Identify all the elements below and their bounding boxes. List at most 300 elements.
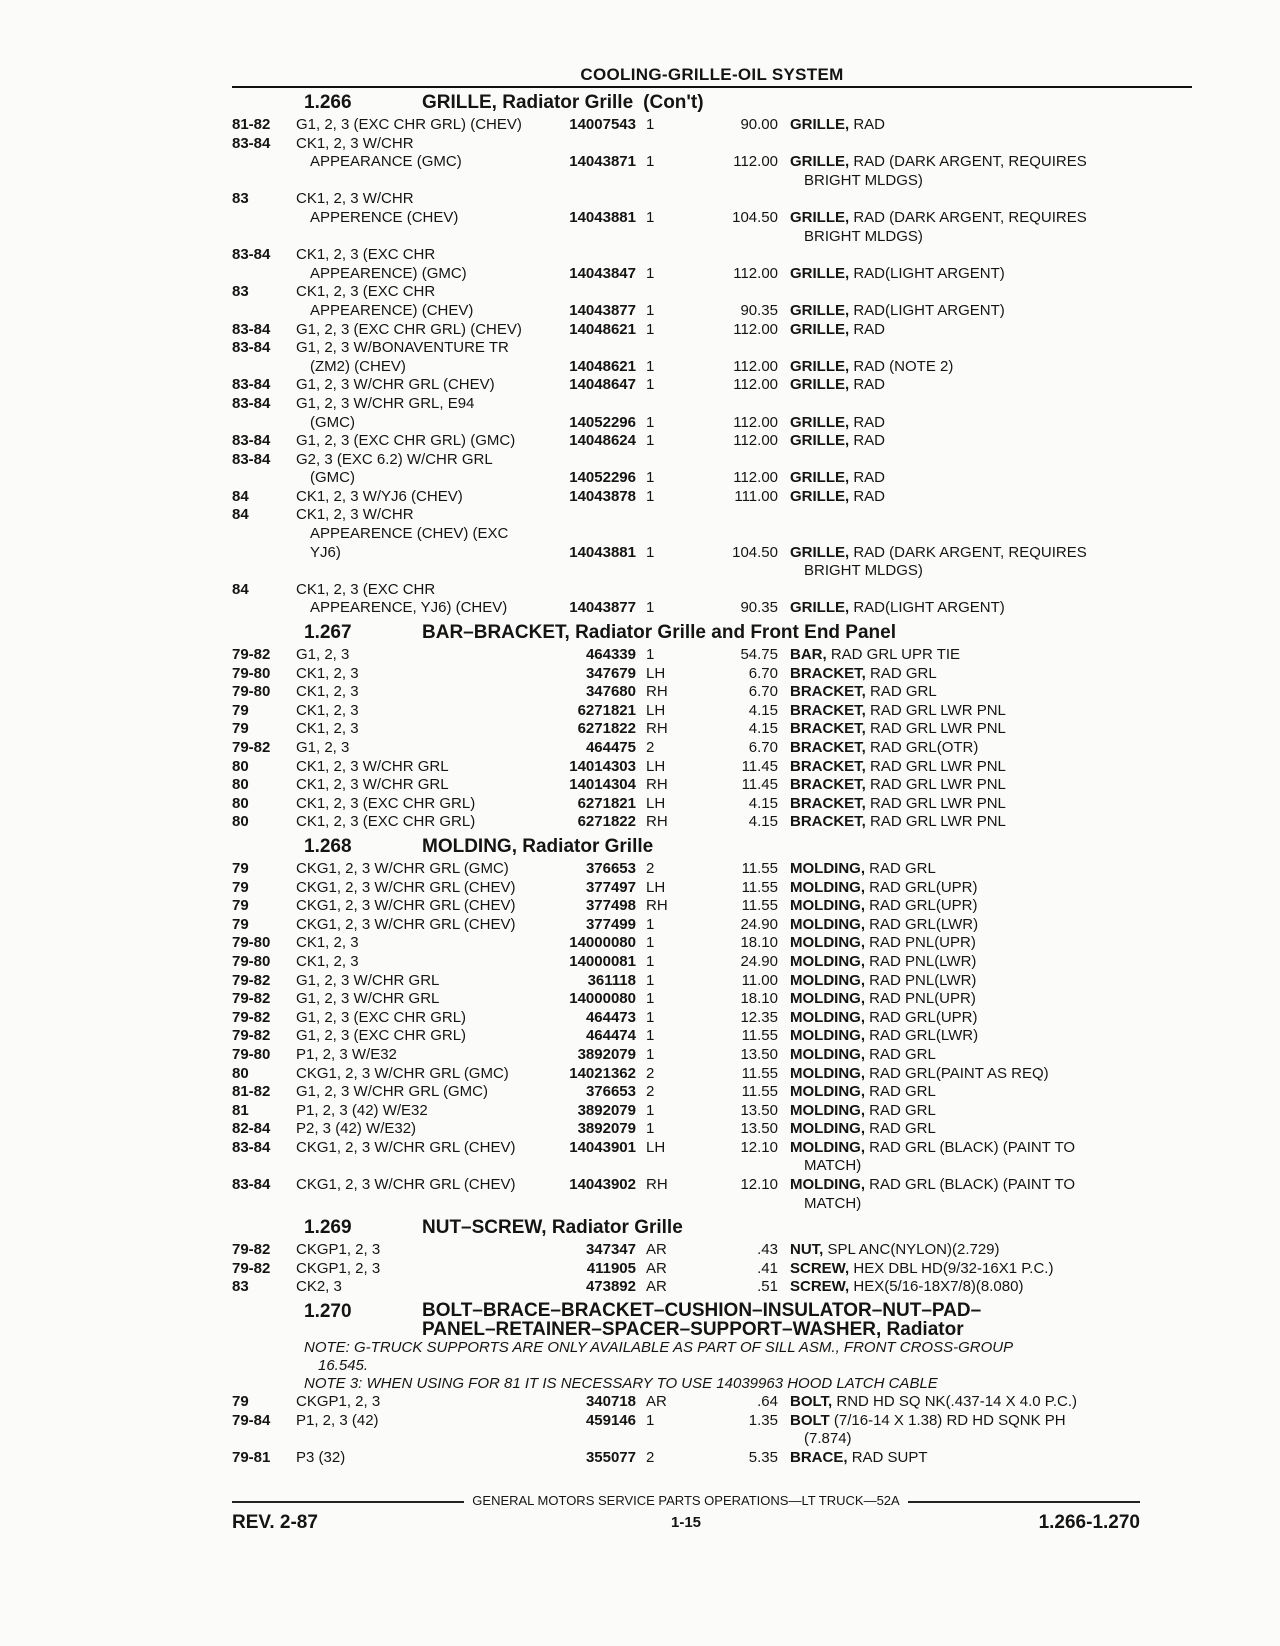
part-detail: MATCH) [804,1157,862,1175]
part-detail: RAD PNL(LWR) [869,971,977,989]
price: 90.35 [740,301,778,319]
parts-row [232,135,1192,154]
part-number: 14014304 [569,776,636,794]
page-header [232,62,1192,88]
model-year: 79-80 [232,952,271,970]
application-text: APPEARENCE (CHEV) (EXC [310,525,509,543]
quantity: 1 [646,543,655,561]
model-year: 79 [232,897,249,915]
price: 13.50 [740,1101,778,1119]
price: .41 [757,1259,778,1277]
note-line-continued: 16.545. [318,1357,369,1375]
part-number: 464339 [585,646,636,664]
section-title [422,92,704,114]
description [790,321,1190,340]
description [790,776,1190,795]
description [790,1083,1190,1102]
quantity: 1 [646,357,655,375]
description [790,646,1190,665]
part-name: MOLDING, [790,971,865,989]
part-detail: RAD GRL [870,664,937,682]
model-year: 79-82 [232,971,271,989]
quantity: 1 [646,646,655,664]
part-name: GRILLE, [790,432,850,450]
page-title: COOLING-GRILLE-OIL SYSTEM [580,65,844,84]
price: 11.55 [741,859,778,877]
application-text: CKGP1, 2, 3 [296,1241,381,1259]
application-text: CK1, 2, 3 [296,683,359,701]
parts-row [232,506,1192,525]
description [790,897,1190,916]
section-title-text: BOLT–BRACE–BRACKET–CUSHION–INSULATOR–NUT–PAD– [422,1300,982,1322]
part-number: 464474 [585,1027,636,1045]
part-detail: RAD GRL LWR PNL [870,794,1006,812]
model-year: 79-82 [232,1259,271,1277]
section-note [232,1375,1192,1393]
part-number: 377498 [585,897,636,915]
application-text: APPERENCE (CHEV) [310,208,459,226]
part-detail: RAD [853,413,886,431]
parts-row [232,813,1192,832]
catalog-section [232,1297,1192,1467]
description [790,1430,1204,1449]
section-title-text: GRILLE, Radiator Grille [422,92,634,113]
sections-container [232,88,1192,1467]
model-year: 83-84 [232,394,271,412]
part-number: 14000080 [569,990,636,1008]
part-name: MOLDING, [790,952,865,970]
application [296,190,596,209]
description [790,1046,1190,1065]
description [790,432,1190,451]
part-detail: RAD(LIGHT ARGENT) [853,599,1005,617]
part-number: 14048647 [569,376,636,394]
price: 5.35 [748,1448,778,1466]
application-text: CK1, 2, 3 (EXC CHR [296,580,436,598]
part-number: 14043871 [569,153,636,171]
application [296,525,610,544]
application-text: G1, 2, 3 W/CHR GRL (GMC) [296,1083,488,1101]
price: 13.50 [740,1120,778,1138]
part-detail: RAD [853,320,886,338]
quantity: 2 [646,1448,655,1466]
quantity: RH [646,813,668,831]
part-name: BAR, [790,646,827,664]
part-number: 14043901 [569,1138,636,1156]
application-text: CK1, 2, 3 W/YJ6 (CHEV) [296,487,463,505]
description [790,720,1190,739]
quantity: 1 [646,599,655,617]
parts-row [232,321,1192,340]
description [790,990,1190,1009]
part-name: BRACKET, [790,701,866,719]
description [790,702,1190,721]
application [296,506,596,525]
parts-row [232,1278,1192,1297]
parts-row [232,339,1192,358]
part-detail: BRIGHT MLDGS) [804,562,923,580]
model-year: 79-80 [232,683,271,701]
parts-row [232,358,1192,377]
quantity: 1 [646,915,655,933]
part-detail: RAD GRL(PAINT AS REQ) [869,1064,1049,1082]
part-name: MOLDING, [790,1083,865,1101]
price: 1.35 [748,1411,778,1429]
part-number: 14043881 [569,208,636,226]
part-detail: SPL ANC(NYLON)(2.729) [827,1241,1000,1259]
part-number: 14048624 [569,432,636,450]
application-text: CK1, 2, 3 W/CHR [296,506,414,524]
parts-row [232,209,1192,228]
application-text: APPEARANCE (GMC) [310,153,462,171]
part-number: 14007543 [569,116,636,133]
part-number: 411905 [586,1259,636,1277]
part-number: 14043881 [569,543,636,561]
model-year: 79 [232,720,249,738]
application-text: CK1, 2, 3 (EXC CHR [296,246,436,264]
quantity: LH [646,757,666,775]
section-number: 1.269 [304,1217,352,1239]
application-text: P1, 2, 3 (42) W/E32 [296,1101,428,1119]
model-year: 83-84 [232,339,271,357]
parts-row [232,190,1192,209]
price: 12.10 [740,1176,778,1194]
model-year: 79 [232,915,249,933]
model-year: 83-84 [232,376,271,394]
part-name: BRACKET, [790,813,866,831]
parts-row [232,1083,1192,1102]
model-year: 79 [232,878,249,896]
part-detail: RAD PNL(UPR) [869,934,976,952]
application-text: CK1, 2, 3 [296,701,359,719]
price: .51 [757,1278,778,1296]
part-detail: RAD [853,432,886,450]
part-number: 6271821 [577,701,636,719]
description [790,972,1190,991]
description [790,916,1190,935]
part-name: MOLDING, [790,1064,865,1082]
part-name: GRILLE, [790,487,850,505]
quantity: 1 [646,153,655,171]
quantity: 1 [646,934,655,952]
part-number: 14043847 [569,264,636,282]
part-name: MOLDING, [790,1045,865,1063]
part-detail: RAD GRL LWR PNL [870,757,1006,775]
part-number: 340718 [585,1393,636,1411]
parts-row [232,581,1192,600]
price: 18.10 [740,934,778,952]
description [790,469,1190,488]
parts-row [232,488,1192,507]
part-name: SCREW, [790,1259,850,1277]
parts-row [232,414,1192,433]
part-detail: RAD SUPT [851,1448,928,1466]
part-detail: RAD GRL LWR PNL [870,776,1006,794]
parts-row [232,228,1192,247]
application-text: CKG1, 2, 3 W/CHR GRL (CHEV) [296,878,516,896]
description [790,1102,1190,1121]
price: 11.55 [741,878,778,896]
part-name: BRACE, [790,1448,848,1466]
quantity: 1 [646,116,655,133]
description [790,1412,1190,1431]
section-title [422,622,896,644]
part-detail: RAD [853,376,886,394]
part-detail: RAD GRL UPR TIE [830,646,961,664]
part-number: 14048621 [569,320,636,338]
parts-row [232,1393,1192,1412]
price: 112.00 [733,376,778,394]
price: 13.50 [740,1045,778,1063]
model-year: 82-84 [232,1120,271,1138]
part-detail: RAD GRL LWR PNL [870,720,1006,738]
model-year: 83-84 [232,1176,271,1194]
section-number: 1.270 [304,1301,352,1323]
quantity: 1 [646,1101,655,1119]
application-text: CKG1, 2, 3 W/CHR GRL (GMC) [296,1064,509,1082]
quantity: 1 [646,301,655,319]
section-heading [232,1297,1192,1339]
description [790,265,1190,284]
part-name: MOLDING, [790,1176,865,1194]
parts-row [232,172,1192,191]
part-detail: RAD GRL (BLACK) (PAINT TO [869,1138,1076,1156]
description [790,1176,1190,1195]
parts-row [232,1009,1192,1028]
application-text: CKG1, 2, 3 W/CHR GRL (GMC) [296,859,509,877]
parts-row [232,683,1192,702]
model-year: 80 [232,813,249,831]
quantity: 1 [646,1411,655,1429]
description [790,683,1190,702]
application-text: G1, 2, 3 (EXC CHR GRL) (CHEV) [296,116,522,133]
parts-row [232,1027,1192,1046]
price: 11.55 [741,897,778,915]
description [790,376,1190,395]
application-text: G1, 2, 3 W/CHR GRL [296,990,440,1008]
application-text: CK1, 2, 3 [296,664,359,682]
catalog-section [232,832,1192,1213]
description [790,562,1204,581]
part-number: 347347 [585,1241,636,1259]
application-text: APPEARENCE) (CHEV) [310,301,474,319]
part-name: NUT, [790,1241,824,1259]
application-text: CKGP1, 2, 3 [296,1259,381,1277]
part-name: BRACKET, [790,664,866,682]
part-number: 376653 [585,1083,636,1101]
application-text: CKG1, 2, 3 W/CHR GRL (CHEV) [296,915,516,933]
parts-row [232,990,1192,1009]
quantity: AR [646,1259,667,1277]
part-number: 377499 [585,915,636,933]
price: 112.00 [733,264,778,282]
parts-row [232,879,1192,898]
model-year: 79 [232,701,249,719]
part-detail: RAD GRL [869,1101,936,1119]
model-year: 79-80 [232,664,271,682]
part-name: MOLDING, [790,990,865,1008]
part-number: 14052296 [569,413,636,431]
application-text: G1, 2, 3 W/CHR GRL [296,971,440,989]
description [790,1027,1190,1046]
application-text: CK1, 2, 3 W/CHR GRL [296,776,449,794]
section-title-text-2: PANEL–RETAINER–SPACER–SUPPORT–WASHER, Radiator [422,1319,964,1341]
section-range: 1.266-1.270 [1038,1512,1140,1533]
application-text: CK1, 2, 3 [296,952,359,970]
price: 12.10 [740,1138,778,1156]
price: 11.55 [741,1064,778,1082]
application-text: CK1, 2, 3 W/CHR [296,134,414,152]
parts-row [232,934,1192,953]
part-detail: RAD GRL [869,859,936,877]
model-year: 79-82 [232,739,271,756]
description [790,1241,1190,1260]
quantity: RH [646,897,668,915]
part-number: 6271822 [577,720,636,738]
parts-row [232,246,1192,265]
part-number: 376653 [585,859,636,877]
part-detail: HEX DBL HD(9/32-16X1 P.C.) [853,1259,1054,1277]
application-text: CK1, 2, 3 [296,934,359,952]
price: 12.35 [740,1008,778,1026]
part-detail: RAD (DARK ARGENT, REQUIRES [853,208,1087,226]
part-name: GRILLE, [790,599,850,617]
application-text: P1, 2, 3 (42) [296,1411,379,1429]
description [790,860,1190,879]
part-detail: RAD [853,487,886,505]
part-detail: RAD GRL(UPR) [869,1008,978,1026]
part-name: MOLDING, [790,1101,865,1119]
continued-label: (Con't) [643,92,704,113]
parts-row [232,432,1192,451]
part-number: 347680 [585,683,636,701]
description [790,488,1190,507]
part-name: BRACKET, [790,739,866,756]
application-text: G2, 3 (EXC 6.2) W/CHR GRL [296,450,493,468]
part-name: SCREW, [790,1278,850,1296]
part-detail: RAD GRL [869,1045,936,1063]
footer-publisher: GENERAL MOTORS SERVICE PARTS OPERATIONS—LT TRUCK—52A [464,1493,907,1508]
price: 112.00 [733,320,778,338]
model-year: 79-82 [232,1008,271,1026]
part-name: BRACKET, [790,683,866,701]
part-name: MOLDING, [790,1027,865,1045]
quantity: RH [646,683,668,701]
model-year: 83-84 [232,450,271,468]
application-text: G1, 2, 3 (EXC CHR GRL) [296,1027,467,1045]
description [790,172,1204,191]
part-name: MOLDING, [790,1138,865,1156]
part-name: GRILLE, [790,376,850,394]
part-detail: RAD GRL(UPR) [869,878,978,896]
quantity: 1 [646,1120,655,1138]
parts-row [232,153,1192,172]
price: 6.70 [748,739,778,756]
part-name: GRILLE, [790,413,850,431]
quantity: 1 [646,320,655,338]
part-name: BRACKET, [790,757,866,775]
part-number: 14043877 [569,301,636,319]
description [790,1120,1190,1139]
model-year: 83-84 [232,246,271,264]
model-year: 79-81 [232,1448,271,1466]
price: 104.50 [732,543,778,561]
section-title-text: BAR–BRACKET, Radiator Grille and Front End Panel [422,622,896,644]
section-number: 1.267 [304,622,352,644]
model-year: 79-84 [232,1411,271,1429]
application [296,339,596,358]
quantity: 1 [646,413,655,431]
section-number: 1.268 [304,835,352,857]
price: 4.15 [748,794,778,812]
part-detail: HEX(5/16-18X7/8)(8.080) [853,1278,1024,1296]
application-text: G1, 2, 3 (EXC CHR GRL) (GMC) [296,432,516,450]
price: 6.70 [748,664,778,682]
description [790,758,1190,777]
model-year: 79 [232,1393,249,1411]
application-text: CK1, 2, 3 W/CHR [296,190,414,208]
parts-row [232,1120,1192,1139]
part-detail: RAD GRL [869,1120,936,1138]
quantity: 1 [646,1045,655,1063]
application-text: APPEARENCE) (GMC) [310,264,467,282]
part-name: GRILLE, [790,264,850,282]
parts-row [232,395,1192,414]
description [790,1393,1190,1412]
parts-row [232,1195,1192,1214]
quantity: 1 [646,376,655,394]
part-detail: RAD(LIGHT ARGENT) [853,264,1005,282]
price: 112.00 [733,153,778,171]
section-title [422,1301,981,1339]
quantity: 1 [646,971,655,989]
description [790,358,1190,377]
part-detail: RAD GRL [870,683,937,701]
description [790,414,1190,433]
description [790,1157,1204,1176]
application-text: CKG1, 2, 3 W/CHR GRL (CHEV) [296,1176,516,1194]
revision-label: REV. 2-87 [232,1512,318,1533]
application [296,395,596,414]
application-text: P1, 2, 3 W/E32 [296,1045,397,1063]
parts-row [232,1102,1192,1121]
price: 90.00 [740,116,778,133]
description [790,228,1204,247]
catalog-page [232,62,1192,1467]
quantity: RH [646,720,668,738]
price: 11.45 [741,757,778,775]
quantity: LH [646,794,666,812]
parts-row [232,1430,1192,1449]
part-name: MOLDING, [790,1008,865,1026]
application [296,246,596,265]
parts-row [232,544,1192,563]
section-title [422,1217,683,1239]
price: 104.50 [732,208,778,226]
part-name: MOLDING, [790,878,865,896]
quantity: 1 [646,1027,655,1045]
part-name: BOLT, [790,1393,833,1411]
application-text: APPEARENCE, YJ6) (CHEV) [310,599,508,617]
section-heading [232,832,1192,860]
parts-row [232,451,1192,470]
part-number: 3892079 [577,1045,636,1063]
part-number: 473892 [585,1278,636,1296]
application [296,581,596,600]
model-year: 80 [232,794,249,812]
application [296,283,596,302]
application-text: G1, 2, 3 (EXC CHR GRL) (CHEV) [296,320,522,338]
